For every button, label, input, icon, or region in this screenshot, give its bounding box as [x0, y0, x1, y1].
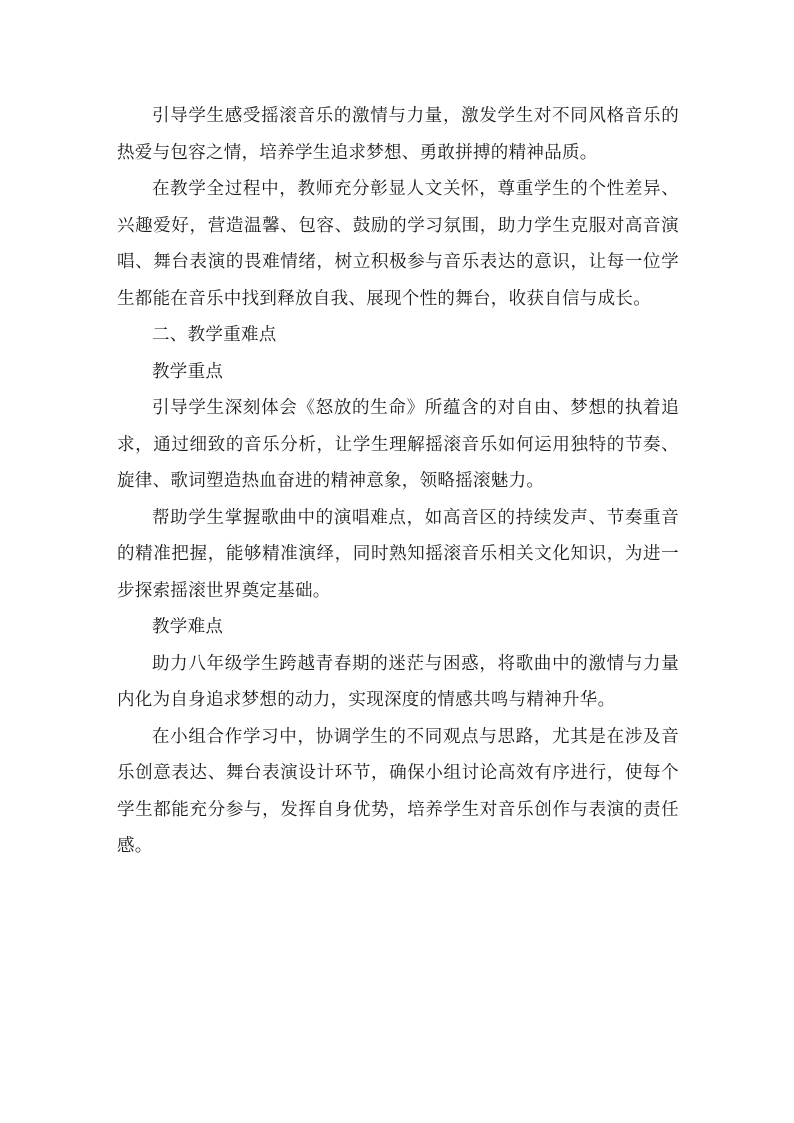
paragraph-difficulty-emotional-resonance: 助力八年级学生跨越青春期的迷茫与困惑，将歌曲中的激情与力量内化为自身追求梦想的动力，实现深度的情感共鸣与精神升华。 — [117, 653, 679, 710]
paragraph-difficulty-group-work: 在小组合作学习中，协调学生的不同观点与思路，尤其是在涉及音乐创意表达、舞台表演设计环节，确保小组讨论高效有序进行，使每个学生都能充分参与，发挥自身优势，培养学生对音乐创作与表演的责任感。 — [117, 726, 679, 856]
subheading-teaching-difficulty: 教学难点 — [152, 617, 224, 637]
subheading-teaching-focus: 教学重点 — [152, 361, 224, 382]
document-page — [117, 98, 679, 865]
paragraph-rock-emotion-goal: 引导学生感受摇滚音乐的激情与力量，激发学生对不同风格音乐的热爱与包容之情，培养学生追求梦想、勇敢拼搏的精神品质。 — [117, 106, 679, 163]
section-heading-key-difficult-points: 二、教学重难点 — [152, 325, 277, 345]
paragraph-focus-song-meaning: 引导学生深刻体会《怒放的生命》所蕴含的对自由、梦想的执着追求，通过细致的音乐分析，让学生理解摇滚音乐如何运用独特的节奏、旋律、歌词塑造热血奋进的精神意象，领略摇滚魅力。 — [117, 398, 679, 491]
paragraph-focus-singing-skills: 帮助学生掌握歌曲中的演唱难点，如高音区的持续发声、节奏重音的精准把握，能够精准演绎，同时熟知摇滚音乐相关文化知识，为进一步探索摇滚世界奠定基础。 — [117, 507, 679, 601]
paragraph-humanistic-care: 在教学全过程中，教师充分彰显人文关怀，尊重学生的个性差异、兴趣爱好，营造温馨、包容、鼓励的学习氛围，助力学生克服对高音演唱、舞台表演的畏难情绪，树立积极参与音乐表达的意识，让每一位学生都能在音乐中找到释放自我、展现个性的舞台，收获自信与成长。 — [117, 179, 679, 309]
